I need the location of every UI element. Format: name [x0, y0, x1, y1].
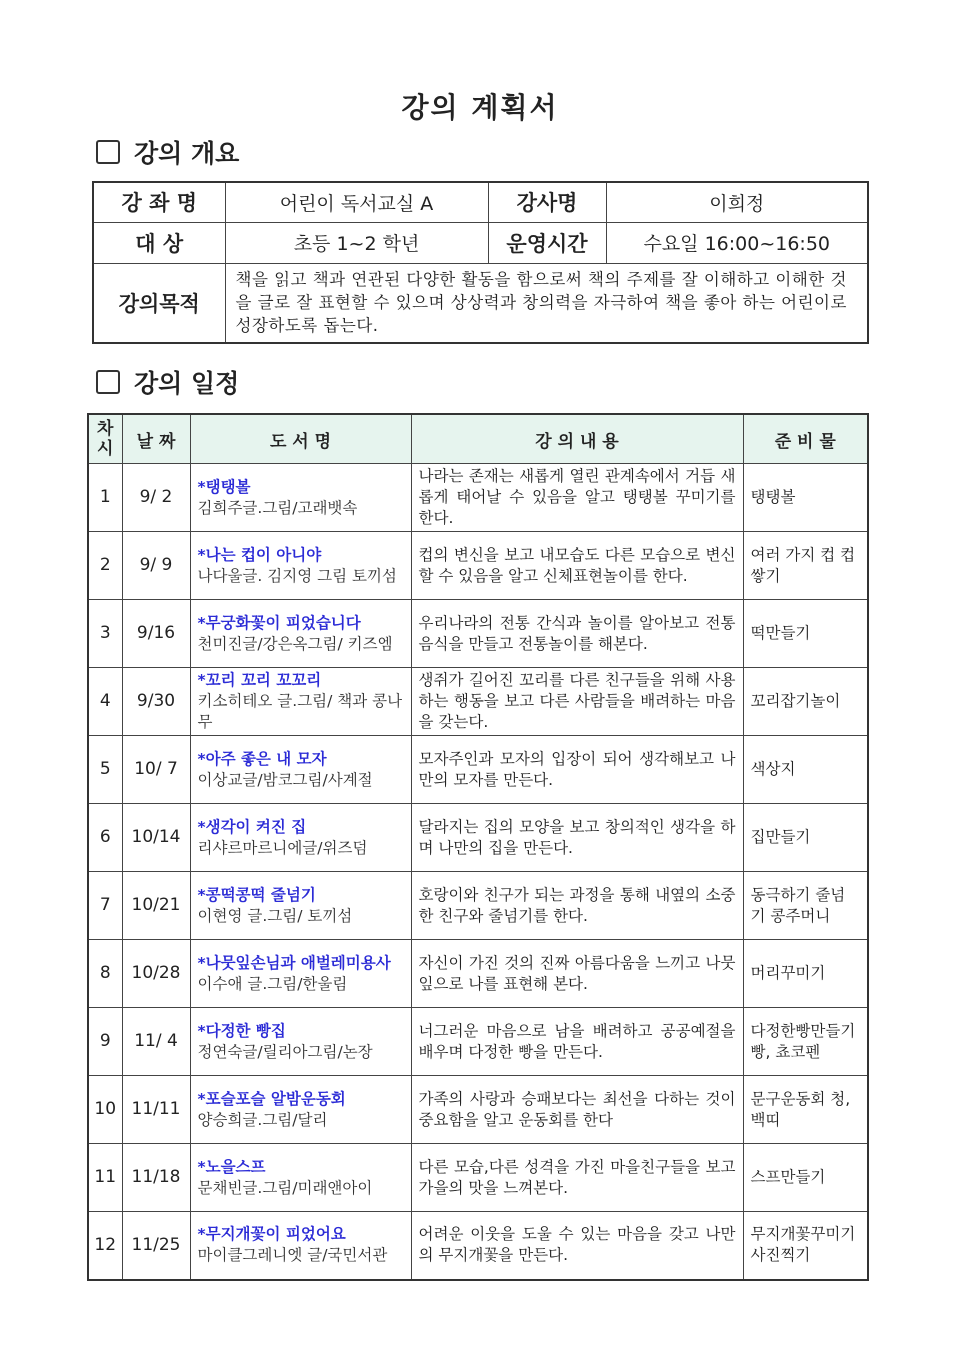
materials: 무지개꽃꾸미기 사진찍기	[743, 1212, 868, 1280]
session-number: 10	[88, 1076, 122, 1144]
materials: 문구운동회 청,백띠	[743, 1076, 868, 1144]
book-title: *노을스프	[197, 1157, 266, 1176]
book-credit: 천미진글/강은옥그림/ 키즈엠	[197, 634, 393, 653]
schedule-table	[87, 413, 869, 1281]
book-cell	[190, 940, 411, 1008]
session-number: 8	[88, 940, 122, 1008]
book-credit: 양승희글.그림/달리	[197, 1110, 328, 1129]
header-book: 도 서 명	[190, 414, 411, 464]
instructor-value: 이희정	[606, 182, 868, 222]
table-row	[88, 532, 868, 600]
purpose-label: 강의목적	[93, 263, 225, 343]
session-number: 1	[88, 464, 122, 532]
section-overview-heading	[96, 134, 239, 170]
session-number: 7	[88, 872, 122, 940]
book-credit: 이상교글/밤코그림/사계절	[197, 770, 373, 789]
table-row	[88, 668, 868, 736]
session-date: 11/25	[122, 1212, 190, 1280]
section-overview-title: 강의 개요	[134, 139, 240, 168]
book-credit: 김희주글.그림/고래뱃속	[197, 498, 358, 517]
book-title: *나는 컵이 아니야	[197, 545, 322, 564]
lesson-content: 모자주인과 모자의 입장이 되어 생각해보고 나만의 모자를 만든다.	[411, 736, 743, 804]
course-value: 어린이 독서교실 A	[225, 182, 488, 222]
session-date: 11/11	[122, 1076, 190, 1144]
book-cell	[190, 1008, 411, 1076]
session-number: 11	[88, 1144, 122, 1212]
book-cell	[190, 736, 411, 804]
instructor-label: 강사명	[488, 182, 606, 222]
book-credit: 나다울글. 김지영 그림 토끼섬	[197, 566, 397, 585]
book-credit: 키소히테오 글.그림/ 책과 콩나무	[197, 692, 403, 731]
session-number: 4	[88, 668, 122, 736]
materials: 꼬리잡기놀이	[743, 668, 868, 736]
book-title: *무지개꽃이 피었어요	[197, 1225, 346, 1244]
lesson-content: 자신이 가진 것의 진짜 아름다움을 느끼고 나뭇잎으로 나를 표현해 본다.	[411, 940, 743, 1008]
session-date: 9/16	[122, 600, 190, 668]
lesson-content: 컵의 변신을 보고 내모습도 다른 모습으로 변신할 수 있음을 알고 신체표현놀이를 한다.	[411, 532, 743, 600]
lesson-content: 나라는 존재는 새롭게 열린 관계속에서 거듭 새롭게 태어날 수 있음을 알고 탱탱볼 꾸미기를 한다.	[411, 464, 743, 532]
book-title: *꼬리 꼬리 꼬꼬리	[197, 671, 322, 689]
book-title: *아주 좋은 내 모자	[197, 749, 327, 768]
lesson-content: 가족의 사랑과 승패보다는 최선을 다하는 것이 중요함을 알고 운동회를 한다	[411, 1076, 743, 1144]
session-date: 11/18	[122, 1144, 190, 1212]
lesson-content: 다른 모습,다른 성격을 가진 마을친구들을 보고 가을의 맛을 느껴본다.	[411, 1144, 743, 1212]
book-title: *생각이 켜진 집	[197, 817, 307, 836]
book-title: *포슬포슬 알밤운동회	[197, 1089, 346, 1108]
session-number: 9	[88, 1008, 122, 1076]
lesson-content: 호랑이와 친구가 되는 과정을 통해 내옆의 소중한 친구와 줄넘기를 한다.	[411, 872, 743, 940]
table-row	[88, 1212, 868, 1280]
table-row	[88, 804, 868, 872]
session-date: 9/ 9	[122, 532, 190, 600]
book-credit: 이수애 글.그림/한울림	[197, 974, 348, 993]
header-content: 강 의 내 용	[411, 414, 743, 464]
book-title: *탱탱볼	[197, 477, 251, 496]
checkbox-square-icon	[96, 140, 120, 164]
materials: 머리꾸미기	[743, 940, 868, 1008]
session-date: 10/14	[122, 804, 190, 872]
book-cell	[190, 872, 411, 940]
table-row	[88, 1076, 868, 1144]
target-label: 대 상	[93, 222, 225, 263]
session-number: 6	[88, 804, 122, 872]
session-date: 10/ 7	[122, 736, 190, 804]
book-credit: 이현영 글.그림/ 토끼섬	[197, 906, 353, 925]
book-cell	[190, 1076, 411, 1144]
table-row	[88, 940, 868, 1008]
book-cell	[190, 1212, 411, 1280]
lesson-content: 너그러운 마음으로 남을 배려하고 공공예절을 배우며 다정한 빵을 만든다.	[411, 1008, 743, 1076]
table-row	[88, 1144, 868, 1212]
lesson-content: 달라지는 집의 모양을 보고 창의적인 생각을 하며 나만의 집을 만든다.	[411, 804, 743, 872]
book-title: *콩떡콩떡 줄넘기	[197, 885, 316, 904]
session-number: 3	[88, 600, 122, 668]
book-credit: 정연숙글/릴리아그림/논장	[197, 1042, 373, 1061]
table-row	[88, 736, 868, 804]
book-title: *다정한 빵집	[197, 1021, 286, 1040]
session-date: 11/ 4	[122, 1008, 190, 1076]
book-cell	[190, 668, 411, 736]
checkbox-square-icon	[96, 370, 120, 394]
session-number: 5	[88, 736, 122, 804]
book-title: *무궁화꽃이 피었습니다	[197, 613, 361, 632]
materials: 여러 가지 컵 컵쌓기	[743, 532, 868, 600]
book-cell	[190, 1144, 411, 1212]
overview-table	[92, 181, 869, 344]
lesson-content: 생쥐가 길어진 꼬리를 다른 친구들을 위해 사용하는 행동을 보고 다른 사람들을 배려하는 마음을 갖는다.	[411, 668, 743, 736]
table-row	[88, 464, 868, 532]
session-number: 12	[88, 1212, 122, 1280]
session-number: 2	[88, 532, 122, 600]
book-cell	[190, 464, 411, 532]
book-credit: 문채빈글.그림/미래앤아이	[197, 1178, 373, 1197]
book-credit: 마이클그레니엣 글/국민서관	[197, 1246, 388, 1265]
materials: 다정한빵만들기 빵, 쵸코펜	[743, 1008, 868, 1076]
materials: 스프만들기	[743, 1144, 868, 1212]
materials: 동극하기 줄넘기 콩주머니	[743, 872, 868, 940]
session-date: 9/ 2	[122, 464, 190, 532]
section-schedule-title: 강의 일정	[134, 369, 240, 398]
course-label: 강 좌 명	[93, 182, 225, 222]
time-value: 수요일 16:00~16:50	[606, 222, 868, 263]
session-date: 9/30	[122, 668, 190, 736]
book-cell	[190, 532, 411, 600]
header-date: 날 짜	[122, 414, 190, 464]
table-row	[88, 872, 868, 940]
session-date: 10/28	[122, 940, 190, 1008]
book-credit: 리샤르마르니에글/위즈덤	[197, 838, 368, 857]
target-value: 초등 1~2 학년	[225, 222, 488, 263]
materials: 떡만들기	[743, 600, 868, 668]
lesson-content: 우리나라의 전통 간식과 놀이를 알아보고 전통음식을 만들고 전통놀이를 해본다.	[411, 600, 743, 668]
table-row	[88, 1008, 868, 1076]
header-session: 차시	[88, 414, 122, 464]
book-cell	[190, 804, 411, 872]
book-title: *나뭇잎손님과 애벌레미용사	[197, 953, 391, 972]
page-title: 강의 계획서	[401, 91, 559, 124]
session-date: 10/21	[122, 872, 190, 940]
lesson-content: 어려운 이웃을 도울 수 있는 마음을 갖고 나만의 무지개꽃을 만든다.	[411, 1212, 743, 1280]
purpose-value: 책을 읽고 책과 연관된 다양한 활동을 함으로써 책의 주제를 잘 이해하고 이해한 것을 글로 잘 표현할 수 있으며 상상력과 창의력을 자극하여 책을 좋아 하는 어린이로 성장하도록 돕는다.	[225, 263, 868, 343]
time-label: 운영시간	[488, 222, 606, 263]
table-row	[88, 600, 868, 668]
book-cell	[190, 600, 411, 668]
section-schedule-heading	[96, 364, 239, 400]
materials: 색상지	[743, 736, 868, 804]
header-materials: 준 비 물	[743, 414, 868, 464]
materials: 집만들기	[743, 804, 868, 872]
materials: 탱탱볼	[743, 464, 868, 532]
